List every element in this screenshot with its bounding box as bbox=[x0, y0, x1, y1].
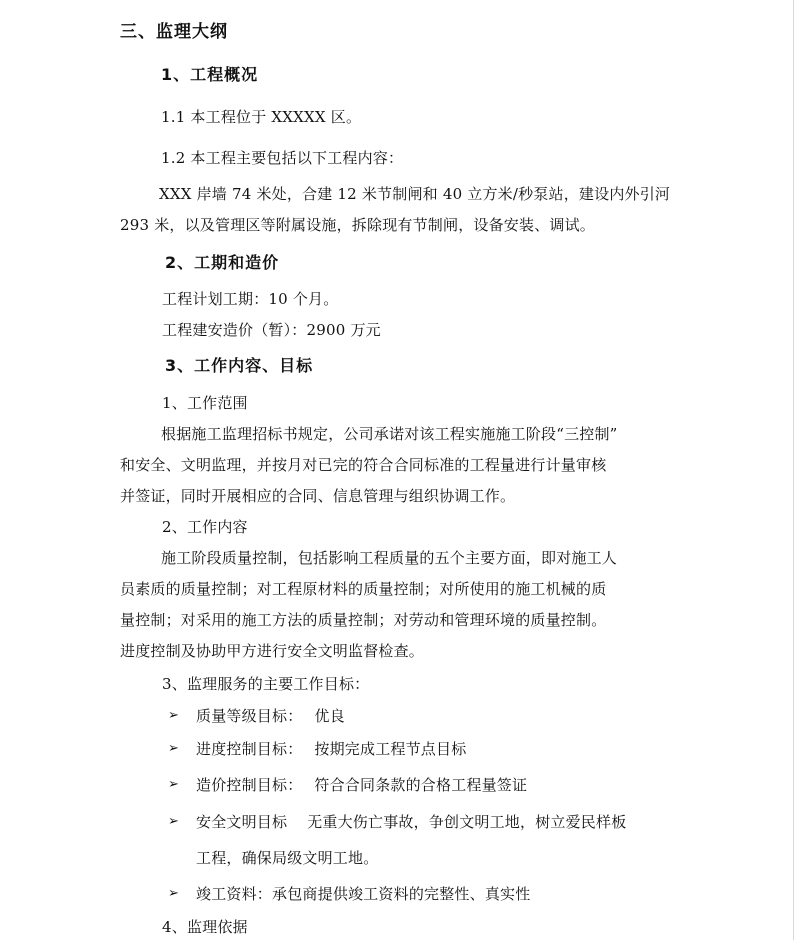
goal-label: 进度控制目标： bbox=[196, 740, 303, 758]
paragraph-content-intro: 1.2 本工程主要包括以下工程内容： bbox=[161, 149, 404, 167]
goal-label: 质量等级目标： bbox=[196, 707, 303, 725]
paragraph-work-line: 施工阶段质量控制，包括影响工程质量的五个主要方面，即对施工人 bbox=[161, 549, 618, 567]
paragraph-work-line: 员素质的质量控制；对工程原材料的质量控制；对所使用的施工机械的质 bbox=[120, 580, 607, 598]
section-title: 三、监理大纲 bbox=[120, 22, 228, 42]
goal-value: 承包商提供竣工资料的完整性、真实性 bbox=[272, 885, 531, 903]
heading-work-items: 2、工作内容 bbox=[162, 518, 248, 536]
goal-label: 竣工资料： bbox=[196, 885, 273, 903]
paragraph-location: 1.1 本工程位于 XXXXX 区。 bbox=[161, 108, 362, 126]
heading-period-cost: 2、工期和造价 bbox=[165, 253, 280, 272]
paragraph-work-line: 量控制；对采用的施工方法的质量控制；对劳动和管理环境的质量控制。 bbox=[120, 611, 607, 629]
goal-value: 无重大伤亡事故，争创文明工地，树立爱民样板 bbox=[307, 813, 627, 831]
goal-item bbox=[196, 706, 345, 726]
paragraph-content-line: 293 米，以及管理区等附属设施，拆除现有节制闸，设备安装、调试。 bbox=[120, 216, 596, 234]
paragraph-scope-line: 和安全、文明监理，并按月对已完的符合合同标准的工程量进行计量审核 bbox=[120, 456, 607, 474]
goal-label: 安全文明目标 bbox=[196, 813, 288, 831]
heading-project-overview: 1、工程概况 bbox=[161, 65, 259, 84]
goal-value: 按期完成工程节点目标 bbox=[314, 740, 467, 758]
arrow-bullet-icon: ➢ bbox=[168, 777, 179, 792]
arrow-bullet-icon: ➢ bbox=[168, 741, 179, 756]
goal-item bbox=[196, 812, 626, 832]
goal-item bbox=[196, 739, 466, 759]
goal-value: 符合合同条款的合格工程量签证 bbox=[314, 776, 528, 794]
arrow-bullet-icon: ➢ bbox=[168, 814, 179, 829]
heading-work-scope: 1、工作范围 bbox=[162, 394, 248, 412]
arrow-bullet-icon: ➢ bbox=[168, 708, 179, 723]
heading-service-goals: 3、监理服务的主要工作目标： bbox=[162, 675, 370, 693]
arrow-bullet-icon: ➢ bbox=[168, 886, 179, 901]
goal-label: 造价控制目标： bbox=[196, 776, 303, 794]
goal-continuation: 工程，确保局级文明工地。 bbox=[196, 849, 379, 867]
paragraph-work-line: 进度控制及协助甲方进行安全文明监督检查。 bbox=[120, 642, 425, 660]
goal-item bbox=[196, 775, 527, 795]
paragraph-period: 工程计划工期：10 个月。 bbox=[162, 290, 339, 308]
paragraph-cost: 工程建安造价（暂）：2900 万元 bbox=[162, 321, 381, 339]
heading-work-content: 3、工作内容、目标 bbox=[165, 356, 314, 375]
paragraph-content-line: XXX 岸墙 74 米处，合建 12 米节制闸和 40 立方米/秒泵站，建设内外引河 bbox=[159, 185, 671, 203]
goal-value: 优良 bbox=[314, 707, 345, 725]
paragraph-scope-line: 根据施工监理招标书规定，公司承诺对该工程实施施工阶段“三控制” bbox=[161, 425, 618, 443]
paragraph-scope-line: 并签证，同时开展相应的合同、信息管理与组织协调工作。 bbox=[120, 487, 516, 505]
heading-supervision-basis: 4、监理依据 bbox=[162, 918, 248, 936]
goal-item bbox=[196, 884, 530, 904]
